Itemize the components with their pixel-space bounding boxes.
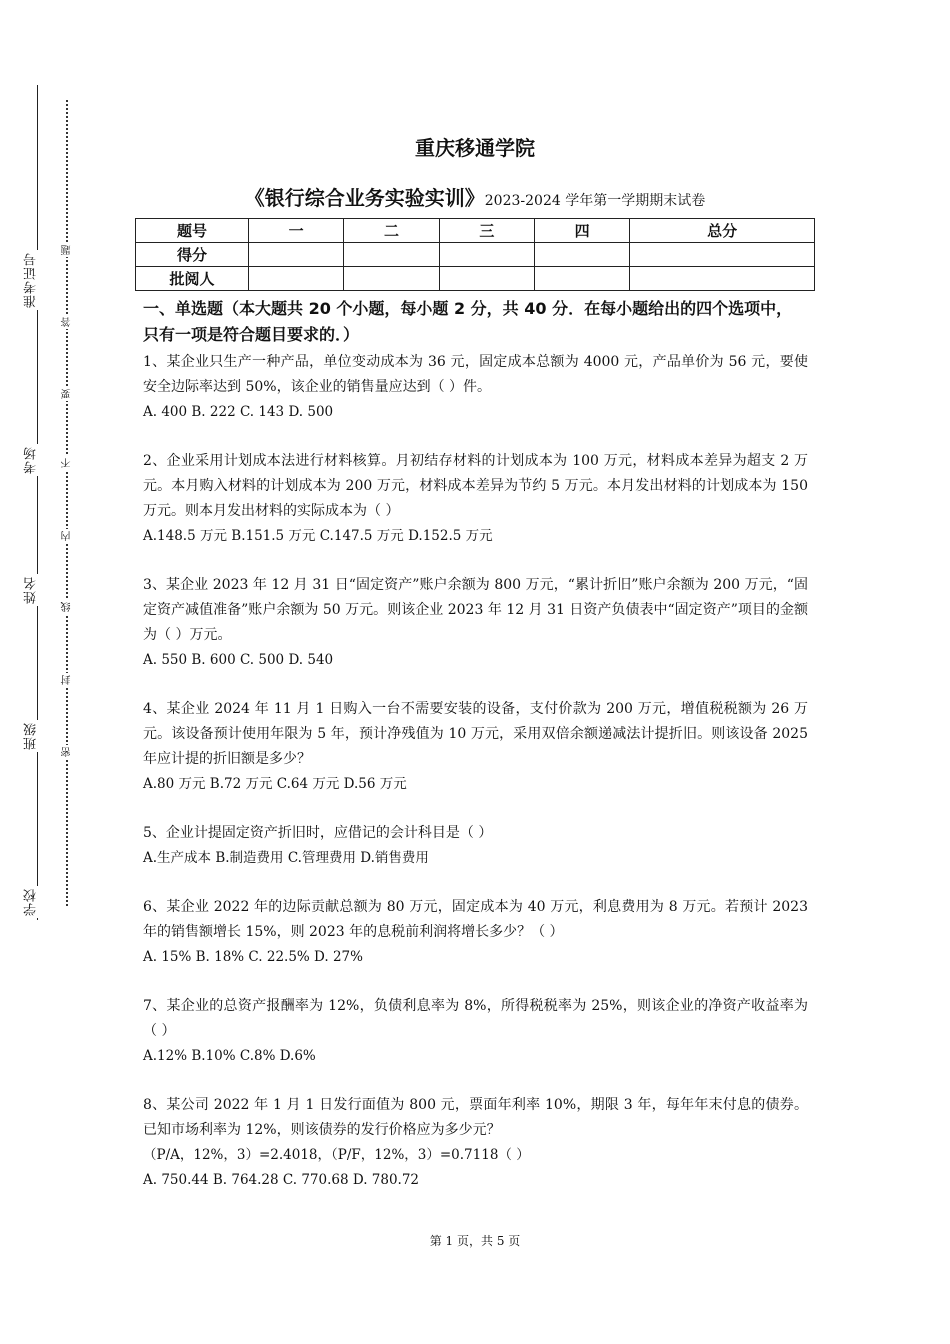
section-title: 一、单选题（本大题共 20 个小题，每小题 2 分，共 40 分．在每小题给出的四个选项中，只有一项是符合题目要求的．） (143, 299, 793, 344)
score-cell (534, 243, 629, 267)
question-options: A. 400 B. 222 C. 143 D. 500 (143, 404, 334, 420)
question-text: 5、企业计提固定资产折旧时，应借记的会计科目是（ ） (143, 825, 493, 841)
label-name: 姓名 (24, 576, 39, 604)
question-item (143, 449, 808, 549)
seal-char: 内 (62, 531, 73, 541)
score-cell (344, 243, 439, 267)
score-col-header: 四 (534, 219, 629, 243)
question-item (143, 573, 808, 673)
score-cell (249, 243, 344, 267)
question-options: A. 750.44 B. 764.28 C. 770.68 D. 780.72 (143, 1172, 420, 1188)
score-cell (439, 267, 534, 291)
seal-char: 要 (62, 389, 73, 399)
school-name: 重庆移通学院 (415, 136, 535, 160)
course-title: 《银行综合业务实验实训》 (244, 186, 485, 210)
question-text: 7、某企业的总资产报酬率为 12%，负债利息率为 8%，所得税税率为 25%，则该企业的净资产收益率为（ ） (143, 998, 808, 1039)
seal-char: 线 (62, 602, 73, 612)
question-section (143, 296, 808, 1217)
score-row-label: 批阅人 (136, 267, 249, 291)
question-options: A. 550 B. 600 C. 500 D. 540 (143, 652, 334, 668)
question-options: A.12% B.10% C.8% D.6% (143, 1048, 316, 1064)
question-formula: （P/A，12%，3）=2.4018，（P/F，12%，3）=0.7118（ ） (143, 1147, 530, 1163)
question-options: A.80 万元 B.72 万元 C.64 万元 D.56 万元 (143, 776, 407, 792)
score-col-header: 一 (249, 219, 344, 243)
question-options: A.148.5 万元 B.151.5 万元 C.147.5 万元 D.152.5 万元 (143, 528, 493, 544)
score-cell (439, 243, 534, 267)
seal-char: 封 (62, 675, 73, 685)
question-item (143, 1093, 808, 1193)
score-table (135, 218, 815, 291)
seal-char: 密 (62, 747, 73, 757)
question-options: A.生产成本 B.制造费用 C.管理费用 D.销售费用 (143, 850, 429, 866)
score-col-header: 二 (344, 219, 439, 243)
exam-title (0, 182, 950, 211)
question-text: 6、某企业 2022 年的边际贡献总额为 80 万元，固定成本为 40 万元，利息费用为 8 万元。若预计 2023 年的销售额增长 15%，则 2023 年的息税前利润将增长多少？（ ） (143, 899, 808, 940)
label-exam-number: 准考证号 (24, 252, 39, 308)
score-cell (630, 243, 815, 267)
question-options: A. 15% B. 18% C. 22.5% D. 27% (143, 949, 363, 965)
seal-char: 不 (62, 458, 73, 468)
score-row-label: 得分 (136, 243, 249, 267)
question-text: 1、某企业只生产一种产品，单位变动成本为 36 元，固定成本总额为 4000 元，产品单价为 56 元，要使安全边际率达到 50%，该企业的销售量应达到（ ）件。 (143, 354, 808, 395)
question-text: 8、某公司 2022 年 1 月 1 日发行面值为 800 元，票面年利率 10%，期限 3 年，每年年末付息的债券。已知市场利率为 12%，则该债券的发行价格应为多少元？ (143, 1097, 808, 1138)
score-header-row (136, 219, 815, 243)
question-text: 3、某企业 2023 年 12 月 31 日“固定资产”账户余额为 800 万元，“累计折旧”账户余额为 200 万元，“固定资产减值准备”账户余额为 50 万元。则该企业 2023 年 12 月 31 日资产负债表中“固定资产”项目的金额为（ ）万元。 (143, 577, 808, 643)
score-cell (249, 267, 344, 291)
score-cell (630, 267, 815, 291)
question-text: 4、某企业 2024 年 11 月 1 日购入一台不需要安装的设备，支付价款为 200 万元，增值税税额为 26 万元。该设备预计使用年限为 5 年，预计净残值为 10 万元，采用双倍余额递减法计提折旧。则该设备 2025 年应计提的折旧额是多少？ (143, 701, 808, 767)
score-col-header: 三 (439, 219, 534, 243)
score-cell (534, 267, 629, 291)
label-school: 学校 (24, 888, 39, 916)
score-cell (344, 267, 439, 291)
question-item (143, 697, 808, 797)
question-item (143, 350, 808, 425)
question-text: 2、企业采用计划成本法进行材料核算。月初结存材料的计划成本为 100 万元，材料成本差异为超支 2 万元。本月购入材料的计划成本为 200 万元，材料成本差异为节约 5 万元。本月发出材料的计划成本为 150 万元。则本月发出材料的实际成本为（ ） (143, 453, 808, 519)
seal-char: 答 (62, 317, 73, 327)
question-item (143, 895, 808, 970)
label-exam-room: 考场 (24, 446, 39, 474)
label-class: 班级 (24, 722, 39, 750)
seal-dotted-line (66, 100, 68, 906)
reviewer-row (136, 267, 815, 291)
score-col-header: 题号 (136, 219, 249, 243)
score-col-header: 总分 (630, 219, 815, 243)
page-footer: 第 1 页，共 5 页 (429, 1234, 521, 1248)
exam-term: 2023-2024 学年第一学期期末试卷 (484, 193, 706, 209)
question-item (143, 994, 808, 1069)
score-row (136, 243, 815, 267)
seal-char: 题 (62, 245, 73, 255)
question-item (143, 821, 808, 871)
